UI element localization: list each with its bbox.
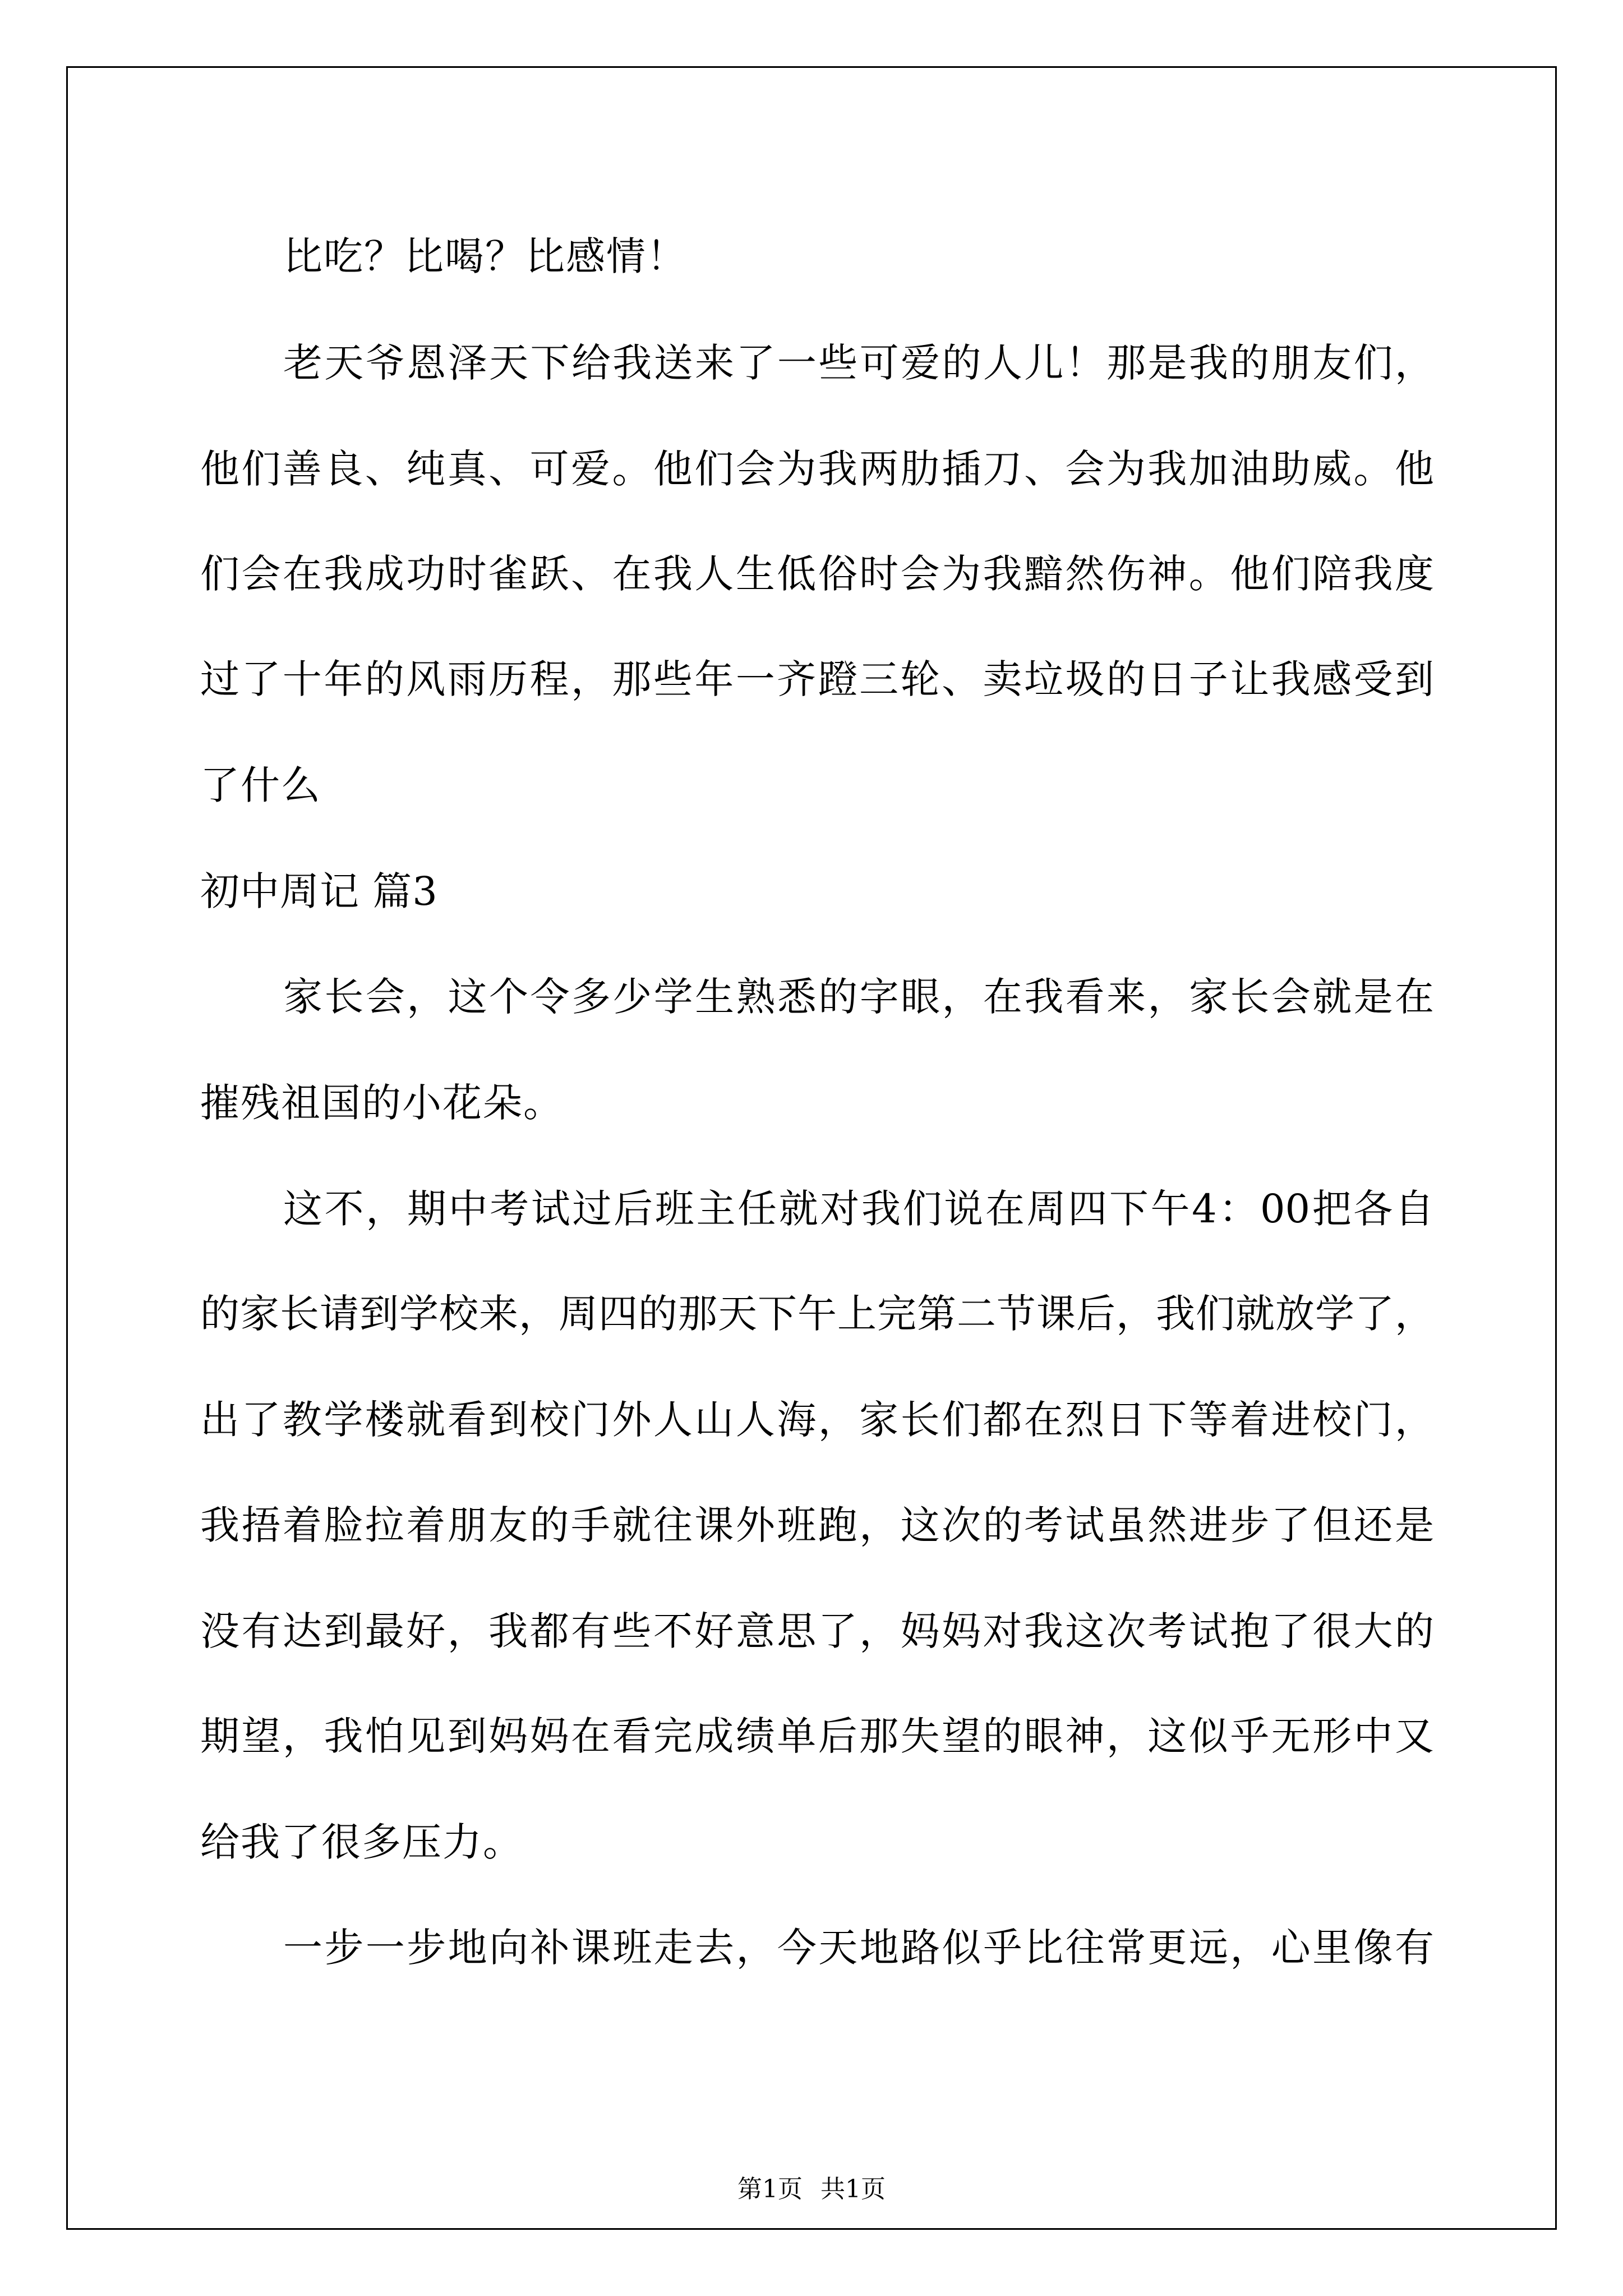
paragraph-line: 没有达到最好，我都有些不好意思了，妈妈对我这次考试抱了很大的 — [200, 1608, 1434, 1654]
section-heading: 初中周记 篇3 — [200, 868, 438, 914]
paragraph-line: 过了十年的风雨历程，那些年一齐蹬三轮、卖垃圾的日子让我感受到 — [200, 656, 1434, 702]
paragraph-line: 期望，我怕见到妈妈在看完成绩单后那失望的眼神，这似乎无形中又 — [200, 1713, 1434, 1759]
paragraph-line: 出了教学楼就看到校门外人山人海，家长们都在烈日下等着进校门， — [200, 1397, 1434, 1443]
paragraph-line: 一步一步地向补课班走去，今天地路似乎比往常更远，心里像有 — [283, 1925, 1434, 1971]
paragraph-line: 了什么 — [200, 762, 321, 808]
paragraph-line: 的家长请到学校来，周四的那天下午上完第二节课后，我们就放学了， — [200, 1291, 1434, 1337]
paragraph-line: 摧残祖国的小花朵。 — [200, 1080, 564, 1126]
paragraph-line: 我捂着脸拉着朋友的手就往课外班跑，这次的考试虽然进步了但还是 — [200, 1502, 1434, 1548]
page-border — [66, 66, 1557, 2230]
paragraph-line: 们会在我成功时雀跃、在我人生低俗时会为我黯然伤神。他们陪我度 — [200, 551, 1434, 597]
paragraph-line: 比吃？比喝？比感情！ — [283, 233, 687, 279]
paragraph-line: 他们善良、纯真、可爱。他们会为我两肋插刀、会为我加油助威。他 — [200, 446, 1434, 492]
paragraph-line: 老天爷恩泽天下给我送来了一些可爱的人儿！那是我的朋友们， — [283, 340, 1434, 386]
page-count: 共1页 — [820, 2175, 886, 2203]
page-number: 第1页 — [737, 2175, 803, 2203]
paragraph-line: 家长会，这个令多少学生熟悉的字眼，在我看来，家长会就是在 — [283, 974, 1434, 1020]
paragraph-line: 这不，期中考试过后班主任就对我们说在周四下午4：00把各自 — [283, 1186, 1434, 1232]
page-footer — [0, 2174, 1623, 2205]
paragraph-line: 给我了很多压力。 — [200, 1819, 523, 1865]
